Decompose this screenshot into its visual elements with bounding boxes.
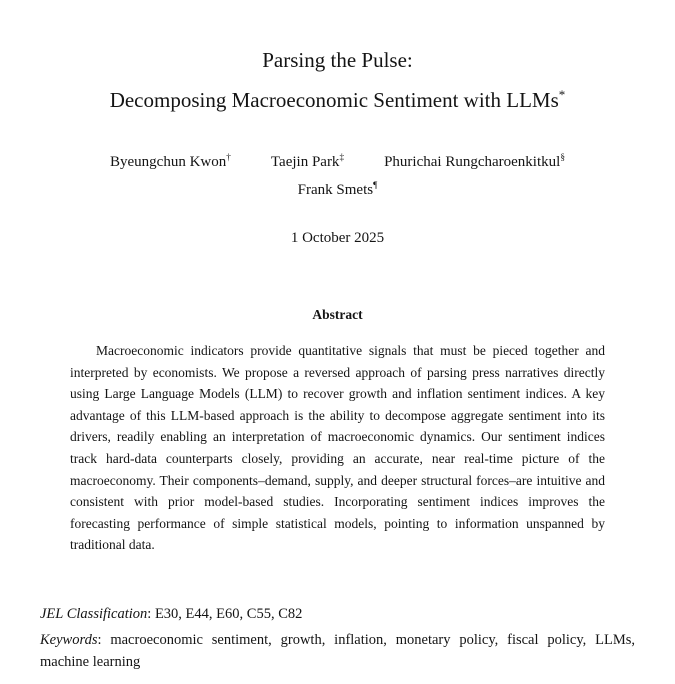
keywords-value: : macroeconomic sentiment, growth, inflation, monetary policy, fiscal policy, LLMs, machine learning — [40, 632, 635, 670]
author-4-footnote-mark: ¶ — [373, 181, 378, 191]
jel-classification-line — [40, 604, 635, 626]
author-2-name: Taejin Park — [270, 154, 340, 170]
author-3-footnote-mark: § — [560, 153, 565, 163]
author-2-footnote-mark: ‡ — [339, 153, 345, 163]
jel-value: : E30, E44, E60, C55, C82 — [147, 605, 303, 622]
author-1 — [110, 148, 231, 176]
abstract-text: Macroeconomic indicators provide quantitative signals that must be pieced together and interpreted by economists. We propose a reversed approach of parsing press narratives directly using Large Language Models (LLM) to recover growth and inflation sentiment indices. A key advantage of this LLM-based approach is the ability to decompose aggregate sentiment into its drivers, readily enabling an interpretation of macroeconomic dynamics. Our sentiment indices track hard-data counterparts closely, providing an accurate, near real-time picture of the macroeconomy. Their components–demand, supply, and deeper structural forces–are intuitive and consistent with prior model-based studies. Incorporating sentiment indices improves the forecasting performance of simple statistical models, pointing to information unspanned by traditional data. — [70, 343, 605, 553]
abstract-heading: Abstract — [312, 307, 363, 322]
authors-row-2 — [40, 176, 635, 204]
title-footnote-mark: * — [558, 87, 566, 102]
abstract-section — [70, 307, 605, 556]
author-2 — [271, 148, 344, 176]
author-4-name: Frank Smets — [297, 182, 374, 198]
jel-label: JEL Classification — [40, 605, 148, 622]
keywords-label: Keywords — [40, 632, 98, 649]
title-line-2 — [40, 80, 635, 120]
author-1-name: Byeungchun Kwon — [110, 154, 227, 170]
title-line-1: Parsing the Pulse: — [262, 48, 413, 72]
author-3-name: Phurichai Rungcharoenkitkul — [384, 154, 561, 170]
paper-date: 1 October 2025 — [290, 230, 385, 246]
authors-row-1 — [40, 148, 635, 176]
keywords-line — [40, 630, 635, 673]
paper-title — [40, 40, 635, 120]
author-3 — [384, 148, 565, 176]
author-1-footnote-mark: † — [226, 153, 231, 163]
author-block — [40, 148, 635, 204]
paper-meta — [40, 604, 635, 674]
author-4 — [298, 176, 378, 204]
title-line-2-text: Decomposing Macroeconomic Sentiment with LLMs — [109, 88, 559, 112]
